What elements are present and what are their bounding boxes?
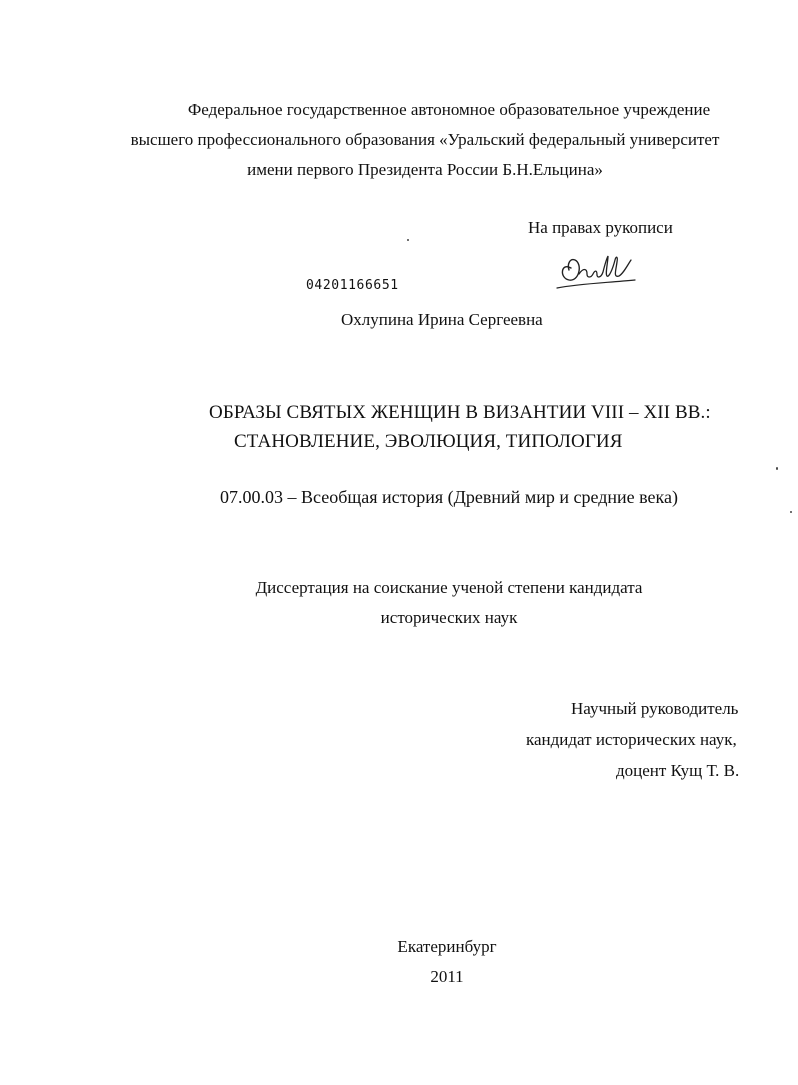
specialty: 07.00.03 – Всеобщая история (Древний мир и средние века): [220, 487, 678, 507]
degree-line-2: исторических наук: [380, 608, 518, 627]
city: Екатеринбург: [397, 937, 497, 956]
signature-image: [553, 248, 637, 296]
institution-line-1: Федеральное государственное автономное образовательное учреждение: [187, 100, 711, 119]
author-name: Охлупина Ирина Сергеевна: [341, 310, 543, 329]
scan-speck: [776, 467, 778, 470]
scan-speck: [790, 511, 792, 513]
supervisor-degree: кандидат исторических наук,: [526, 730, 737, 749]
supervisor-role: Научный руководитель: [571, 699, 739, 718]
dissertation-title-line-1: ОБРАЗЫ СВЯТЫХ ЖЕНЩИН В ВИЗАНТИИ VIII – XII ВВ.:: [209, 402, 711, 423]
dissertation-title-line-2: СТАНОВЛЕНИЕ, ЭВОЛЮЦИЯ, ТИПОЛОГИЯ: [234, 431, 623, 452]
supervisor-name: доцент Кущ Т. В.: [616, 761, 740, 780]
institution-line-3: имени первого Президента России Б.Н.Ельцина»: [247, 160, 603, 179]
registration-number: 04201166651: [306, 278, 399, 293]
manuscript-note: На правах рукописи: [528, 218, 673, 237]
scan-speck: [407, 239, 409, 241]
year: 2011: [430, 967, 464, 986]
institution-line-2: высшего профессионального образования «Уральский федеральный университет: [130, 130, 720, 149]
degree-line-1: Диссертация на соискание ученой степени кандидата: [255, 578, 643, 597]
